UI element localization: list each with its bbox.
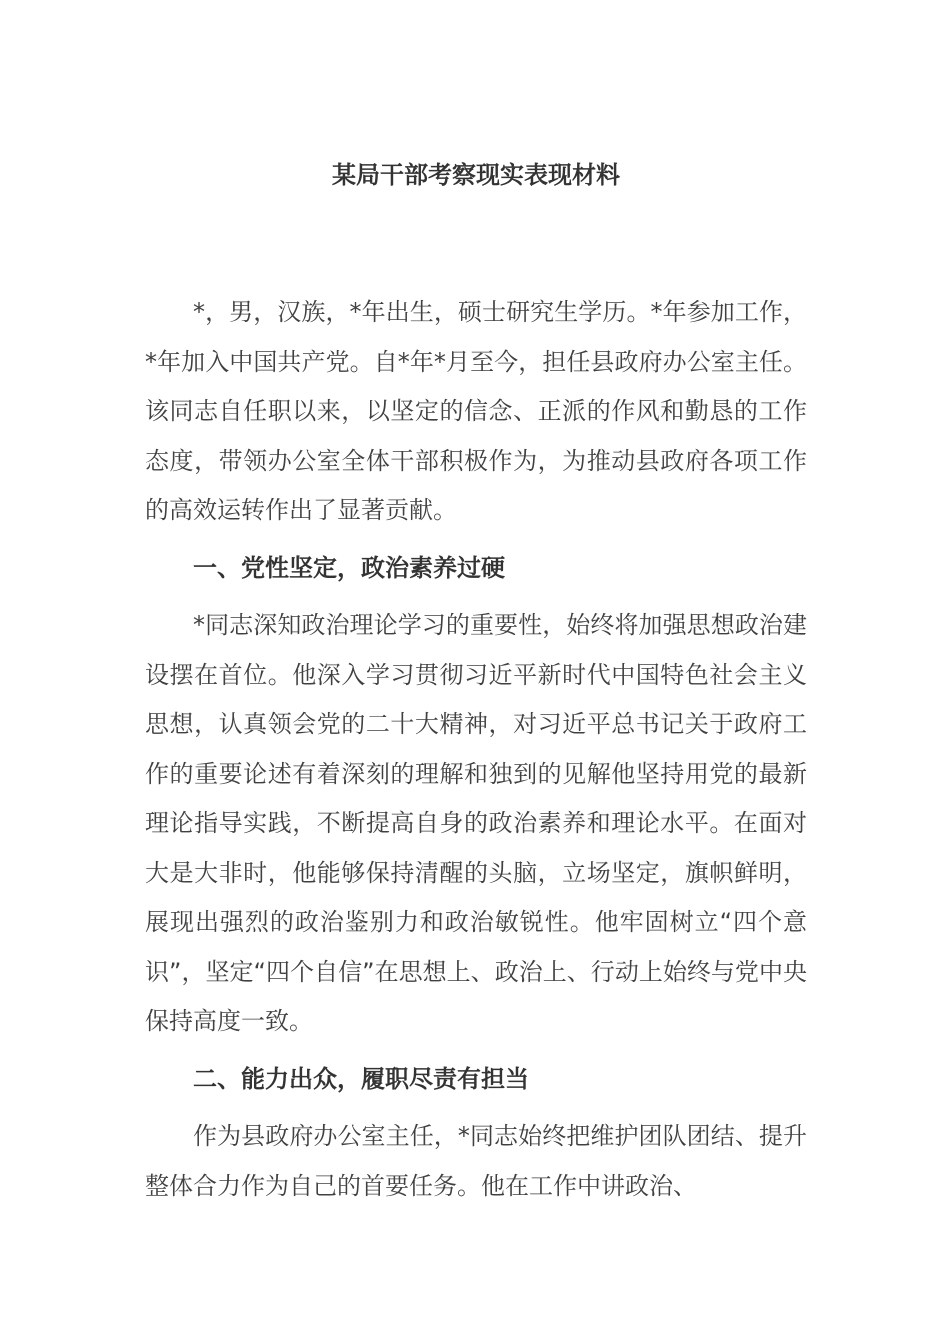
section-2-heading: 二、能力出众，履职尽责有担当 [193, 1064, 529, 1093]
document-page [145, 150, 807, 1219]
document-title: 某局干部考察现实表现材料 [332, 161, 620, 189]
section-1-body: *同志深知政治理论学习的重要性，始终将加强思想政治建设摆在首位。他深入学习贯彻习近平新时代中国特色社会主义思想，认真领会党的二十大精神，对习近平总书记关于政府工作的重要论述有着深刻的理解和独到的见解他坚持用党的最新理论指导实践，不断提高自身的政治素养和理论水平。在面对大是大非时，他能够保持清醒的头脑，立场坚定，旗帜鲜明，展现出强烈的政治鉴别力和政治敏锐性。他牢固树立“四个意识”，坚定“四个自信”在思想上、政治上、行动上始终与党中央保持高度一致。 [145, 611, 807, 1035]
section-1-heading: 一、党性坚定，政治素养过硬 [193, 553, 505, 582]
section-2-body: 作为县政府办公室主任，*同志始终把维护团队团结、提升整体合力作为自己的首要任务。他在工作中讲政治、 [145, 1122, 807, 1200]
intro-paragraph: *，男，汉族，*年出生，硕士研究生学历。*年参加工作，*年加入中国共产党。自*年*月至今，担任县政府办公室主任。该同志自任职以来，以坚定的信念、正派的作风和勤恳的工作态度，带领办公室全体干部积极作为，为推动县政府各项工作的高效运转作出了显著贡献。 [145, 298, 807, 524]
